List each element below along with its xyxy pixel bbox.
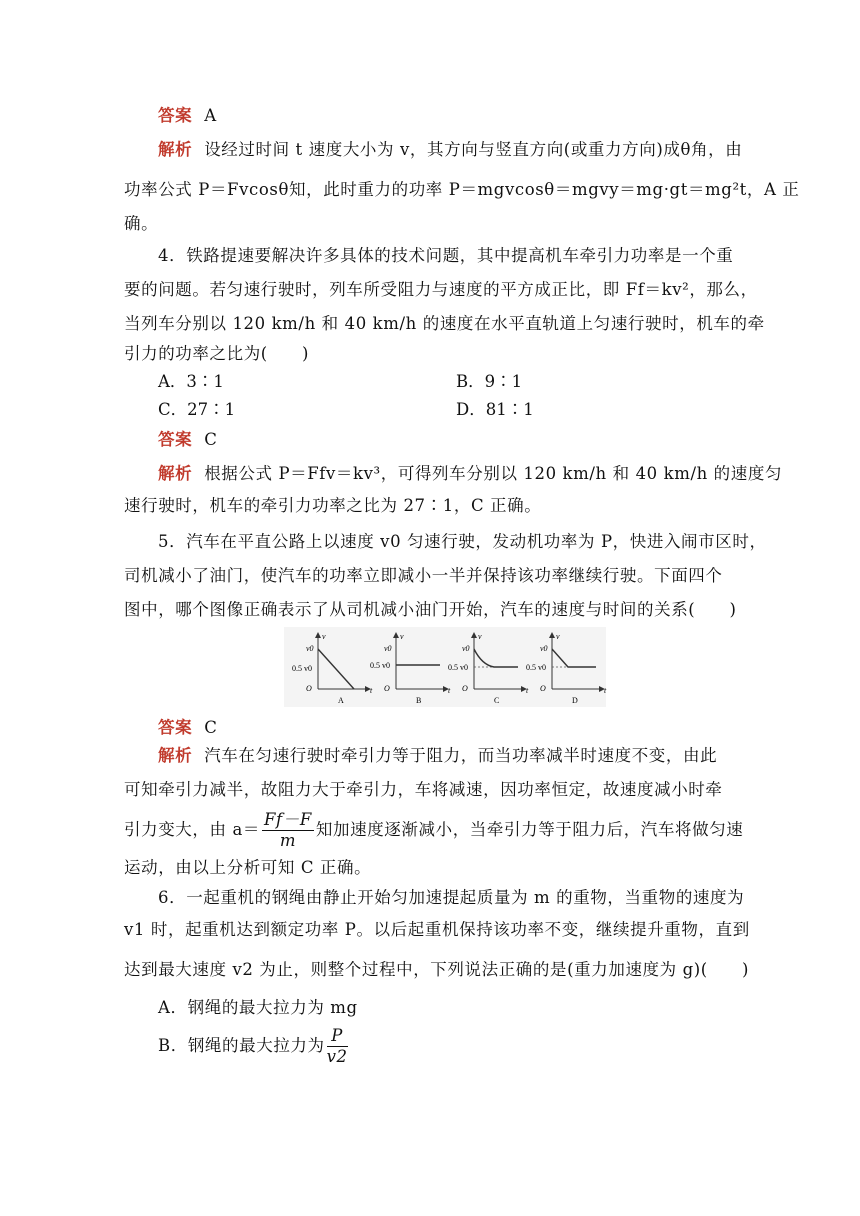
v-axis-label-b: v (400, 632, 404, 641)
question-4-line-4: 引力的功率之比为( ) (124, 344, 310, 363)
velocity-time-graphs (284, 627, 606, 707)
origin-a: O (306, 684, 312, 693)
t-axis-label-b: t (448, 686, 451, 695)
question-6-line-2: v1 时，起重机达到额定功率 P。以后起重机保持该功率不变，继续提升重物，直到 (124, 920, 750, 939)
question-6-line-3: 达到最大速度 v2 为止，则整个过程中，下列说法正确的是(重力加速度为 g)( ) (124, 960, 750, 979)
q6-option-a: A．钢绳的最大拉力为 mg (158, 998, 358, 1017)
q4-option-c: C．27∶1 (158, 400, 236, 419)
v-axis-label-a: v (322, 632, 326, 641)
answer-5: 答案 C (158, 718, 218, 737)
question-4-line-3: 当列车分别以 120 km/h 和 40 km/h 的速度在水平直轨道上匀速行驶时，机车的牵 (124, 314, 765, 333)
q4-option-d: D．81∶1 (456, 400, 534, 419)
question-5-line-1: 5．汽车在平直公路上以速度 v0 匀速行驶，发动机功率为 P，快进入闹市区时， (158, 532, 767, 551)
question-4-line-2: 要的问题。若匀速行驶时，列车所受阻力与速度的平方成正比，即 Ff＝kv²，那么， (124, 280, 758, 299)
t-axis-label-a: t (370, 686, 373, 695)
graphs-svg (284, 627, 606, 707)
explanation-5-line-4: 运动，由以上分析可知 C 正确。 (124, 858, 372, 877)
panel-label-d: D (572, 696, 578, 705)
question-4-line-1: 4．铁路提速要解决许多具体的技术问题，其中提高机车牵引力功率是一个重 (158, 246, 734, 265)
panel-label-c: C (494, 696, 500, 705)
explanation-4-line-1: 解析 根据公式 P＝Ffv＝kv³，可得列车分别以 120 km/h 和 40 km/h 的速度匀 (158, 464, 783, 483)
graph-d (526, 632, 607, 705)
explanation-5-line-2: 可知牵引力减半，故阻力大于牵引力，车将减速，因功率恒定，故速度减小时牵 (124, 780, 723, 799)
v-axis-label-c: v (478, 632, 482, 641)
graph-a (292, 632, 373, 705)
v0-label-d: v0 (540, 644, 548, 653)
half-label-c: 0.5 v0 (448, 663, 468, 672)
explanation-5-line-1: 解析 汽车在匀速行驶时牵引力等于阻力，而当功率减半时速度不变，由此 (158, 746, 718, 765)
question-6-line-1: 6．一起重机的钢绳由静止开始匀加速提起质量为 m 的重物，当重物的速度为 (158, 888, 745, 907)
p-over-v2-fraction: $\frac{P}{v2}$ (326, 1026, 348, 1066)
question-5-line-2: 司机减小了油门，使汽车的功率立即减小一半并保持该功率继续行驶。下面四个 (124, 566, 723, 585)
t-axis-label-c: t (526, 686, 529, 695)
answer-4: 答案 C (158, 430, 218, 449)
q4-option-a: A．3∶1 (158, 372, 224, 391)
q6-option-b: B．钢绳的最大拉力为 $\frac{P}{v2}$ (158, 1026, 348, 1066)
q4-option-b: B．9∶1 (456, 372, 523, 391)
panel-label-a: A (338, 696, 344, 705)
explanation-4-line-2: 速行驶时，机车的牵引力功率之比为 27∶1，C 正确。 (124, 496, 542, 515)
answer-3: 答案 A (158, 106, 217, 125)
explanation-3-line-3: 确。 (124, 214, 159, 233)
origin-d: O (540, 684, 546, 693)
half-label-b: 0.5 v0 (370, 661, 390, 670)
half-label-d: 0.5 v0 (526, 663, 546, 672)
origin-b: O (384, 684, 390, 693)
v0-label-c: v0 (462, 644, 470, 653)
v-axis-label-d: v (556, 632, 560, 641)
graph-b (370, 632, 451, 705)
acceleration-fraction: $\frac{Ff-F}{m}$ (263, 810, 312, 850)
t-axis-label-d: t (604, 686, 607, 695)
panel-label-b: B (416, 696, 422, 705)
question-5-line-3: 图中，哪个图像正确表示了从司机减小油门开始，汽车的速度与时间的关系( ) (124, 600, 737, 619)
v0-label-a: v0 (306, 644, 314, 653)
half-label-a: 0.5 v0 (292, 664, 312, 673)
v0-label-b: v0 (384, 644, 392, 653)
explanation-3-line-2: 功率公式 P＝Fvcosθ知，此时重力的功率 P＝mgvcosθ＝mgvy＝mg·gt＝mg²t，A 正 (124, 180, 800, 199)
explanation-3-line-1: 解析 设经过时间 t 速度大小为 v，其方向与竖直方向(或重力方向)成θ角，由 (158, 140, 743, 159)
origin-c: O (462, 684, 468, 693)
graph-c (448, 632, 529, 705)
explanation-5-line-3: 引力变大，由 a＝ $\frac{Ff-F}{m}$ 知加速度逐渐减小，当牵引力等于阻力后，汽车将做匀速 (124, 810, 744, 850)
